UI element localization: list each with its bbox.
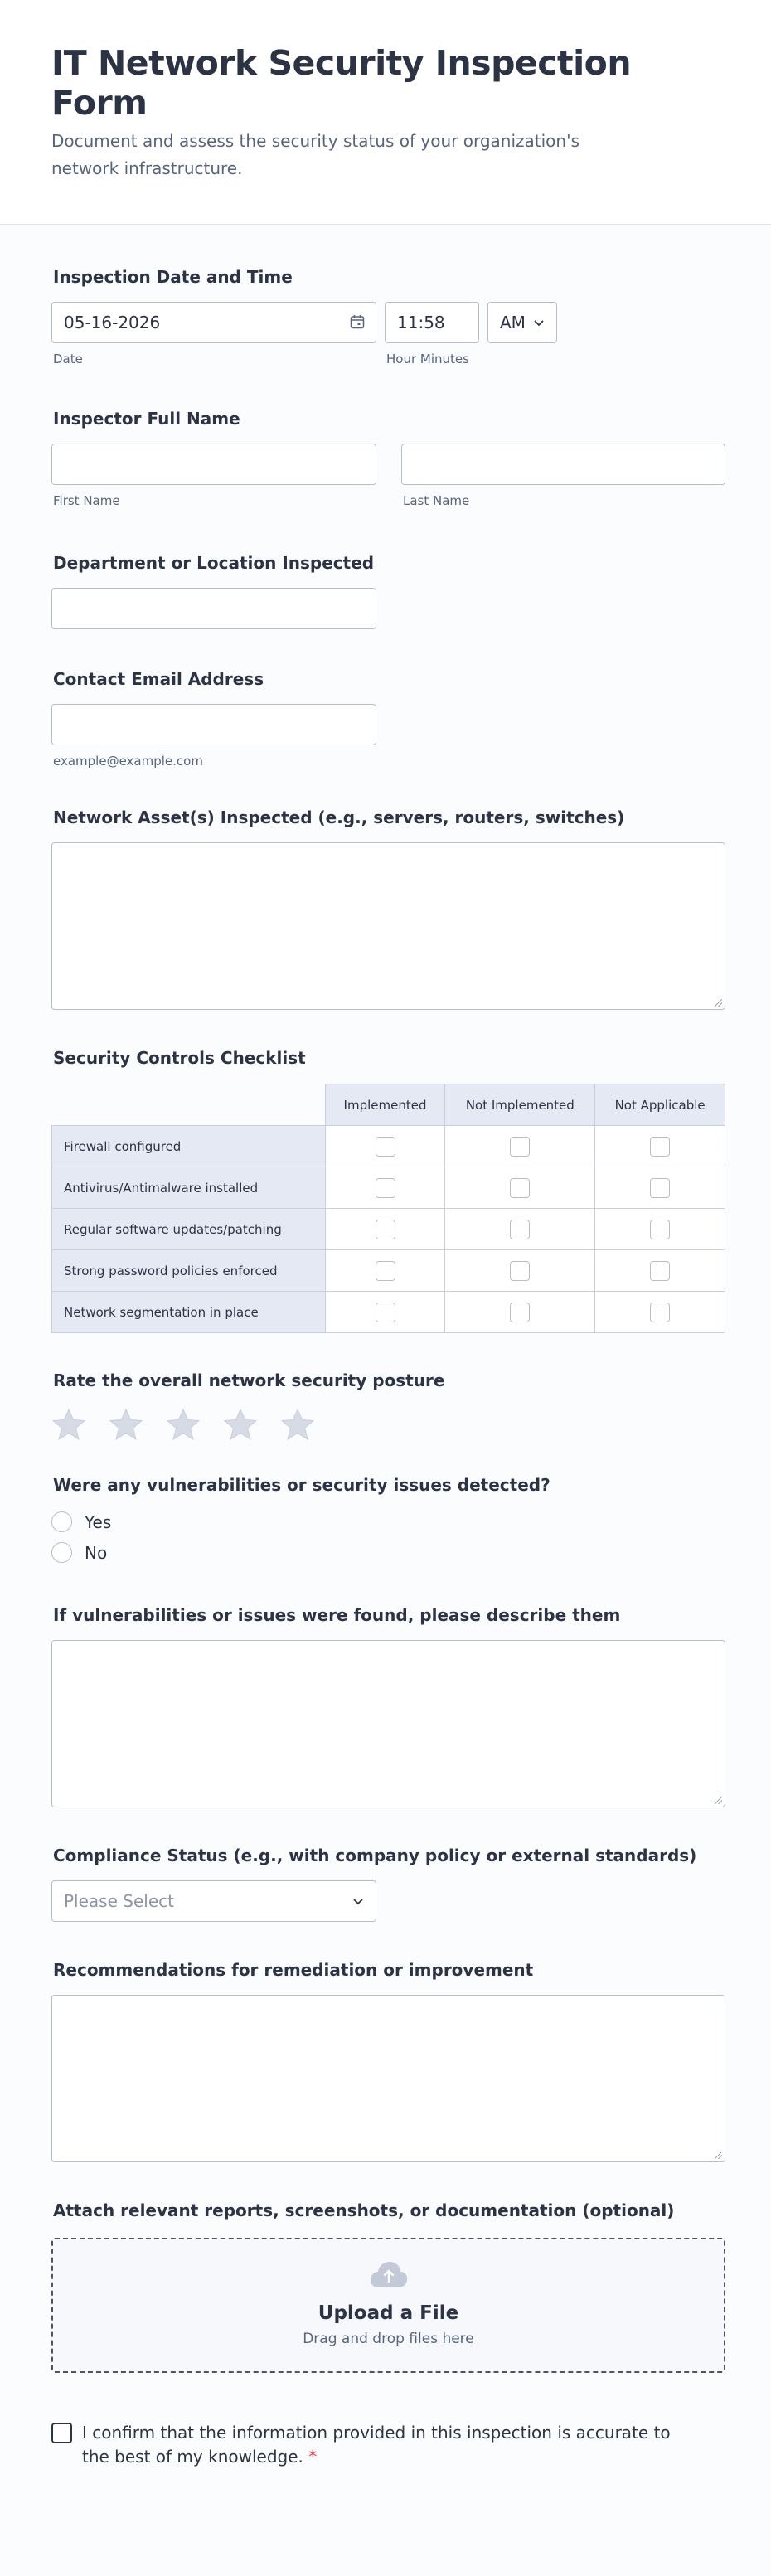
star-icon[interactable]: [223, 1408, 258, 1441]
last-name-input[interactable]: [401, 444, 725, 485]
compliance-select[interactable]: [51, 1880, 376, 1922]
cloud-upload-icon: [369, 2259, 409, 2289]
star-icon[interactable]: [280, 1408, 315, 1441]
attachments-label: Attach relevant reports, screenshots, or documentation (optional): [53, 2200, 675, 2220]
issues-textarea[interactable]: [51, 1640, 725, 1807]
star-icon[interactable]: [109, 1408, 143, 1441]
matrix-row: [52, 1292, 725, 1333]
confirm-text: I confirm that the information provided in this inspection is accurate to the best of my knowledge.: [82, 2423, 671, 2467]
matrix-row-label: Antivirus/Antimalware installed: [52, 1167, 326, 1209]
rating-label: Rate the overall network security posture: [53, 1370, 445, 1390]
matrix-row-label: Network segmentation in place: [52, 1292, 326, 1333]
checklist-matrix: [51, 1084, 725, 1333]
inspection-datetime-label: Inspection Date and Time: [53, 267, 293, 287]
matrix-checkbox[interactable]: [376, 1220, 395, 1239]
compliance-label: Compliance Status (e.g., with company policy or external standards): [53, 1846, 697, 1865]
matrix-row: [52, 1250, 725, 1292]
ampm-select[interactable]: [487, 302, 557, 343]
matrix-corner: [52, 1084, 326, 1126]
calendar-icon[interactable]: [350, 314, 365, 329]
confirm-checkbox[interactable]: [51, 2423, 72, 2443]
matrix-row-label: Regular software updates/patching: [52, 1209, 326, 1250]
form-header: [0, 0, 771, 225]
radio-option-yes[interactable]: [51, 1511, 725, 1532]
issues-label: If vulnerabilities or issues were found, please describe them: [53, 1605, 621, 1625]
email-sublabel: example@example.com: [53, 754, 203, 769]
first-name-input[interactable]: [51, 444, 376, 485]
matrix-row-label: Firewall configured: [52, 1126, 326, 1167]
email-label: Contact Email Address: [53, 669, 264, 689]
department-question: [51, 552, 725, 629]
first-name-group: [51, 444, 376, 508]
last-name-sublabel: Last Name: [403, 493, 470, 508]
recommendations-question: [51, 1959, 725, 2162]
matrix-checkbox[interactable]: [650, 1220, 670, 1239]
matrix-checkbox[interactable]: [510, 1220, 530, 1239]
matrix-checkbox[interactable]: [650, 1137, 670, 1157]
time-sublabel: Hour Minutes: [386, 352, 469, 366]
resize-handle[interactable]: [715, 999, 722, 1007]
issues-question: [51, 1604, 725, 1807]
matrix-row: [52, 1126, 725, 1167]
checklist-label: Security Controls Checklist: [53, 1048, 306, 1068]
date-input[interactable]: [51, 302, 376, 343]
radio-label: No: [85, 1542, 108, 1563]
radio-button[interactable]: [51, 1542, 72, 1563]
chevron-down-icon: [352, 1895, 364, 1907]
time-group: [385, 302, 557, 366]
form-body: [0, 266, 771, 2469]
vulnerabilities-question: [51, 1474, 725, 1563]
checklist-question: [51, 1047, 725, 1333]
matrix-checkbox[interactable]: [510, 1178, 530, 1198]
vulnerabilities-label: Were any vulnerabilities or security issues detected?: [53, 1475, 550, 1495]
matrix-checkbox[interactable]: [376, 1178, 395, 1198]
date-group: [51, 302, 376, 366]
assets-textarea[interactable]: [51, 842, 725, 1010]
date-sublabel: Date: [53, 352, 83, 366]
chevron-down-icon: [533, 317, 545, 328]
matrix-checkbox[interactable]: [650, 1303, 670, 1322]
inspector-name-label: Inspector Full Name: [53, 409, 240, 429]
matrix-checkbox[interactable]: [376, 1303, 395, 1322]
matrix-row: [52, 1209, 725, 1250]
compliance-question: [51, 1845, 725, 1922]
matrix-checkbox[interactable]: [650, 1261, 670, 1281]
inspection-datetime-question: [51, 266, 725, 366]
matrix-checkbox[interactable]: [510, 1303, 530, 1322]
inspector-name-question: [51, 408, 725, 508]
first-name-sublabel: First Name: [53, 493, 120, 508]
matrix-col-header: Not Implemented: [445, 1084, 595, 1126]
matrix-col-header: Not Applicable: [595, 1084, 725, 1126]
department-label: Department or Location Inspected: [53, 553, 375, 573]
matrix-checkbox[interactable]: [510, 1137, 530, 1157]
matrix-row-label: Strong password policies enforced: [52, 1250, 326, 1292]
confirm-label: [82, 2421, 679, 2469]
radio-option-no[interactable]: [51, 1542, 725, 1563]
resize-handle[interactable]: [715, 2152, 722, 2159]
file-upload-dropzone[interactable]: [51, 2238, 725, 2373]
time-input[interactable]: [385, 302, 479, 343]
radio-label: Yes: [85, 1511, 112, 1532]
department-input[interactable]: [51, 588, 376, 629]
upload-subtitle: Drag and drop files here: [303, 2331, 474, 2347]
ampm-value: AM: [500, 313, 526, 332]
last-name-group: [401, 444, 725, 508]
email-input[interactable]: [51, 704, 376, 745]
attachments-question: [51, 2200, 725, 2373]
star-icon[interactable]: [51, 1408, 86, 1441]
assets-question: [51, 807, 725, 1010]
star-icon[interactable]: [166, 1408, 201, 1441]
recommendations-label: Recommendations for remediation or improvement: [53, 1960, 534, 1980]
confirm-question: [51, 2421, 725, 2469]
matrix-checkbox[interactable]: [376, 1261, 395, 1281]
rating-question: [51, 1370, 725, 1441]
matrix-checkbox[interactable]: [650, 1178, 670, 1198]
star-rating: [51, 1408, 725, 1441]
matrix-checkbox[interactable]: [510, 1261, 530, 1281]
recommendations-textarea[interactable]: [51, 1995, 725, 2162]
form-description: Document and assess the security status of your organization's network infrastructure.: [51, 131, 579, 178]
radio-button[interactable]: [51, 1511, 72, 1532]
required-asterisk: *: [308, 2447, 318, 2467]
matrix-row: [52, 1167, 725, 1209]
compliance-placeholder: Please Select: [64, 1891, 174, 1911]
form-title: IT Network Security Inspection Form: [51, 43, 632, 123]
email-question: [51, 668, 725, 769]
matrix-col-header: Implemented: [325, 1084, 445, 1126]
resize-handle[interactable]: [715, 1797, 722, 1804]
matrix-checkbox[interactable]: [376, 1137, 395, 1157]
upload-title: Upload a File: [318, 2302, 459, 2324]
assets-label: Network Asset(s) Inspected (e.g., servers, routers, switches): [53, 808, 625, 827]
